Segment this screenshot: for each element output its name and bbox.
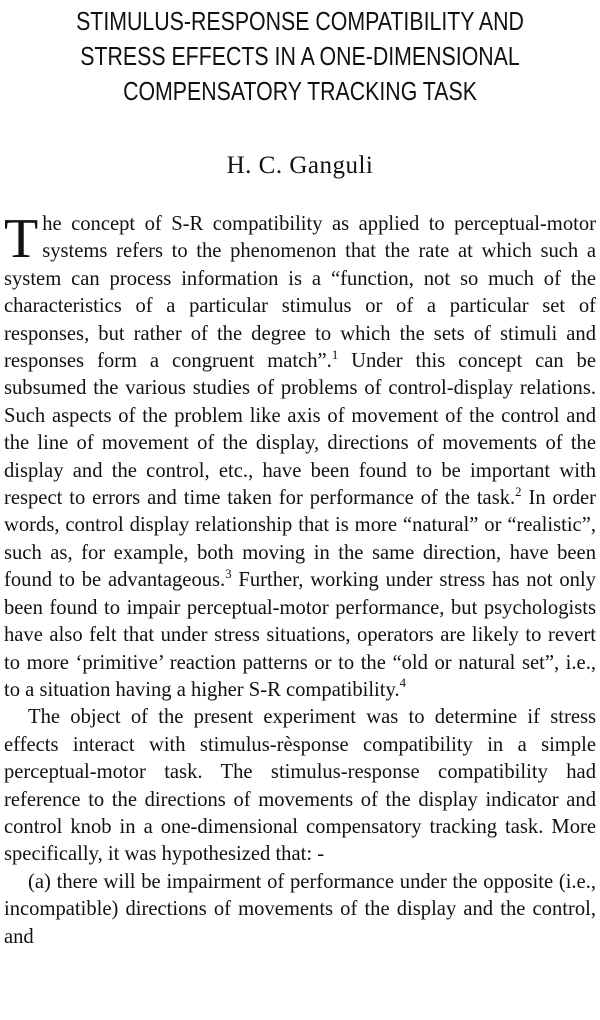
paragraph-2: The object of the present experiment was to determine if stress effects interact with stimulus-rèsponse compatibility in a simple perceptual-motor task. The stimulus-response compatibility had reference to the directions of movements of the display indicator and control knob in a one-dimensional compensatory tracking task. More specifically, it was hypothesized that: - <box>4 706 596 866</box>
footnote-ref-2: 2 <box>515 484 522 499</box>
paper-title <box>57 4 542 109</box>
paragraph-1 <box>4 208 597 704</box>
drop-cap: T <box>4 208 39 270</box>
paragraph-1-text-b: Under this concept can be subsumed the various studies of problems of control-display relations. Such aspects of the problem like axis of movement of the control and the line of movement of the display, directions of movements of the display and the control, etc., have been found to be important with respect to errors and time taken for performance of the task. <box>4 350 596 510</box>
paragraph-1-text-a: he concept of S-R compatibility as applied to perceptual-motor systems refers to the phenomenon that the rate at which such a system can process information is a “function, not so much of the characteristics of a particular stimulus or of a particular set of responses, but rather of the degree to which the sets of stimuli and responses form a congruent match”. <box>4 213 596 373</box>
paragraph-1-text-d: Further, working under stress has not only been found to impair perceptual-motor performance, but psychologists have also felt that under stress situations, operators are likely to revert to more ‘primitive’ reaction patterns or to the “old or natural set”, i.e., to a situation having a higher S-R compatibility. <box>4 569 596 701</box>
title-line-2: STRESS EFFECTS IN A ONE-DIMENSIONAL <box>80 41 520 71</box>
footnote-ref-4: 4 <box>399 676 406 691</box>
paragraph-1-text-c: In order words, control display relationship that is more “natural” or “realistic”, such as, for example, both moving in the same direction, have been found to be advantageous. <box>4 487 597 592</box>
footnote-ref-1: 1 <box>331 347 339 362</box>
title-line-1: STIMULUS-RESPONSE COMPATIBILITY AND <box>76 6 524 36</box>
author-name: H. C. Ganguli <box>226 152 374 179</box>
footnote-ref-3: 3 <box>225 566 232 581</box>
title-line-3: COMPENSATORY TRACKING TASK <box>123 76 477 106</box>
paragraph-3: (a) there will be impairment of performance under the opposite (i.e., incompatible) directions of movements of the display and the control, and <box>4 870 596 948</box>
body-text <box>4 208 597 951</box>
